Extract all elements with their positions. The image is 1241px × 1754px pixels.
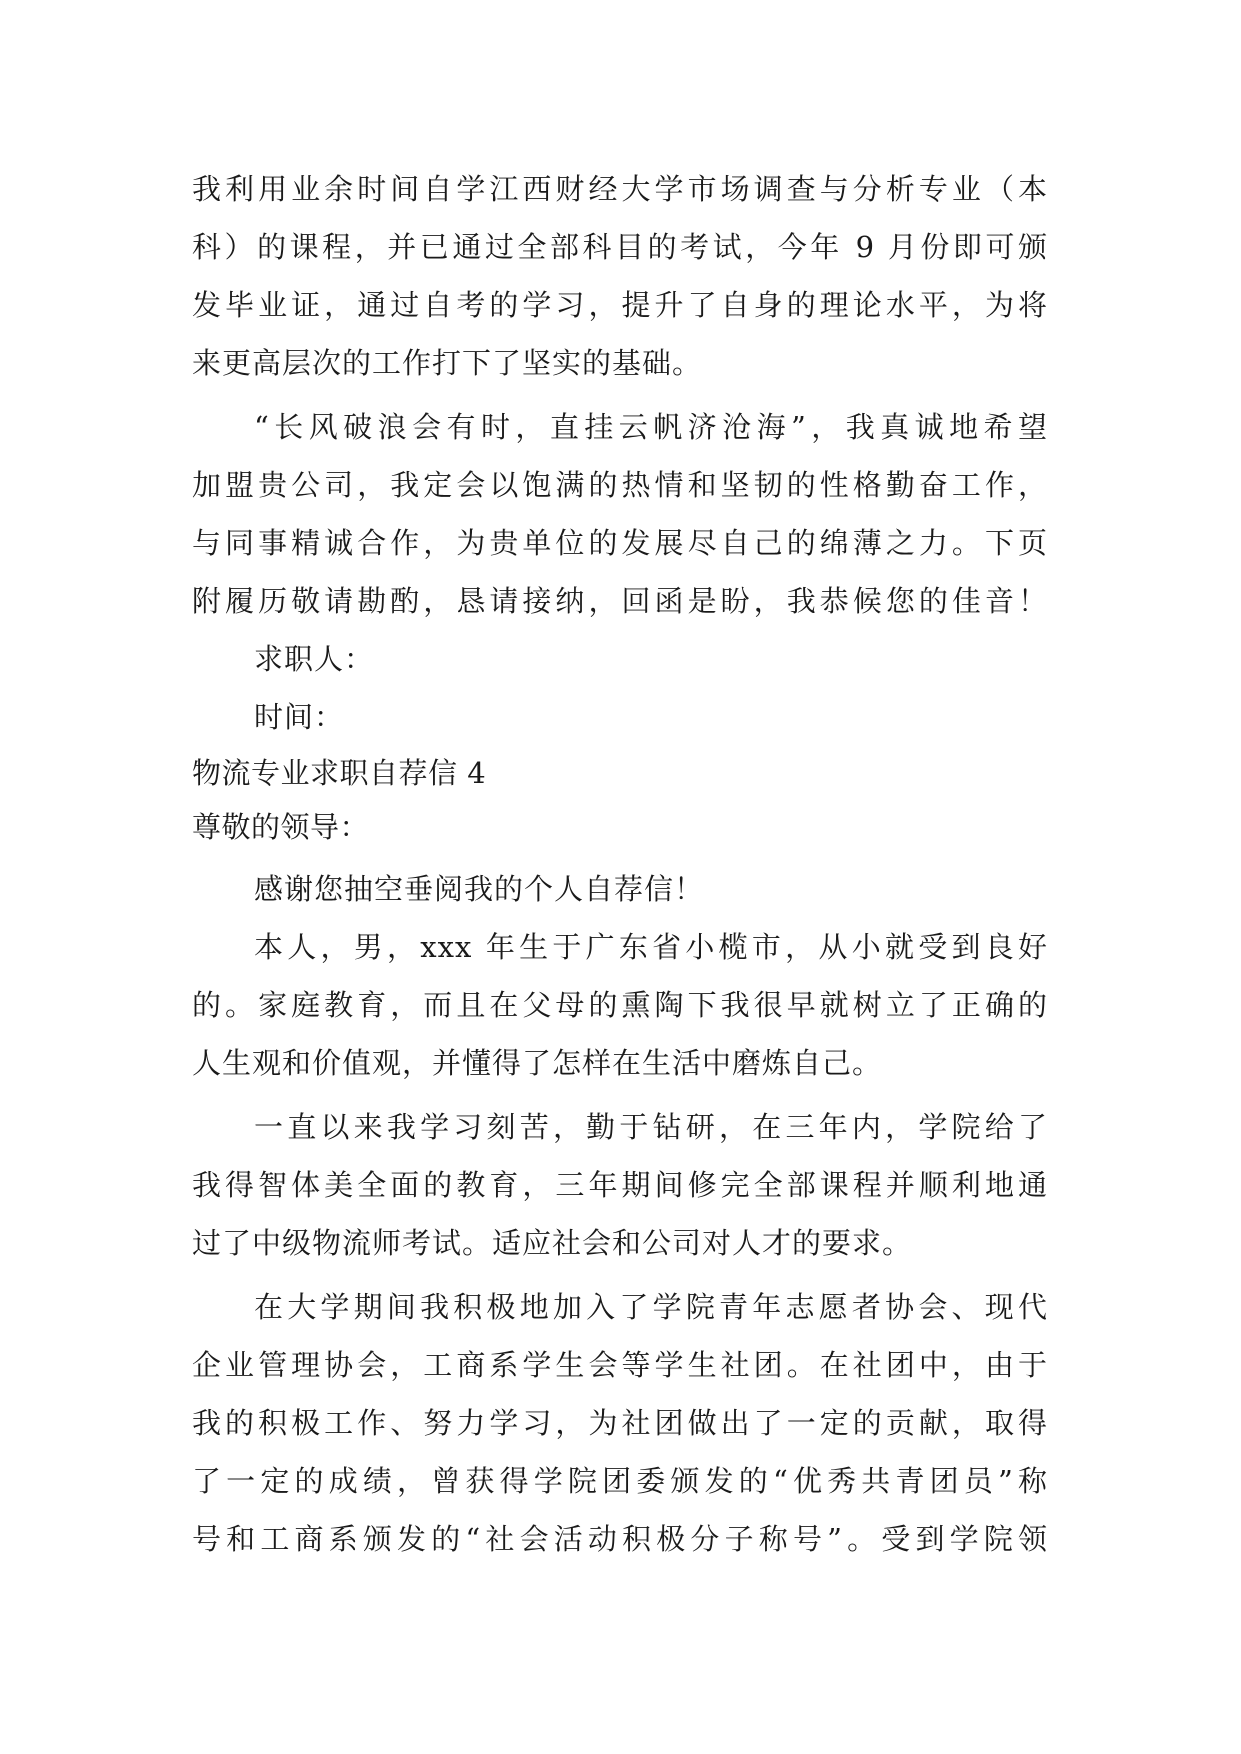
applicant-label: 求职人： xyxy=(254,642,375,676)
paragraph-line: 在大学期间我积极地加入了学院青年志愿者协会、现代 xyxy=(254,1290,1048,1324)
paragraph-line: 我利用业余时间自学江西财经大学市场调查与分析专业（本 xyxy=(192,172,1048,206)
paragraph-line: 与同事精诚合作，为贵单位的发展尽自己的绵薄之力。下页 xyxy=(192,526,1048,560)
paragraph-line: 过了中级物流师考试。适应社会和公司对人才的要求。 xyxy=(192,1226,913,1260)
paragraph-line: 发毕业证，通过自考的学习，提升了自身的理论水平，为将 xyxy=(192,288,1048,322)
paragraph-line: 的。家庭教育，而且在父母的熏陶下我很早就树立了正确的 xyxy=(192,988,1048,1022)
thanks-line: 感谢您抽空垂阅我的个人自荐信！ xyxy=(254,872,705,906)
section-title: 物流专业求职自荐信 4 xyxy=(192,756,487,790)
paragraph-line: 科）的课程，并已通过全部科目的考试，今年 9 月份即可颁 xyxy=(192,230,1048,264)
paragraph-line: 附履历敬请勘酌，恳请接纳，回函是盼，我恭候您的佳音！ xyxy=(192,584,1048,618)
document-body xyxy=(192,160,1048,1568)
paragraph-line: “长风破浪会有时，直挂云帆济沧海”，我真诚地希望 xyxy=(254,410,1048,444)
paragraph-line: 我的积极工作、努力学习，为社团做出了一定的贡献，取得 xyxy=(192,1406,1048,1440)
date-label: 时间： xyxy=(254,700,345,734)
paragraph-line: 人生观和价值观，并懂得了怎样在生活中磨炼自己。 xyxy=(192,1046,883,1080)
paragraph-line: 我得智体美全面的教育，三年期间修完全部课程并顺利地通 xyxy=(192,1168,1048,1202)
paragraph-line: 企业管理协会，工商系学生会等学生社团。在社团中，由于 xyxy=(192,1348,1048,1382)
paragraph-line: 加盟贵公司，我定会以饱满的热情和坚韧的性格勤奋工作， xyxy=(192,468,1048,502)
paragraph-line: 了一定的成绩，曾获得学院团委颁发的“优秀共青团员”称 xyxy=(192,1464,1048,1498)
salutation: 尊敬的领导： xyxy=(192,810,370,844)
paragraph-line: 来更高层次的工作打下了坚实的基础。 xyxy=(192,346,703,380)
paragraph-line: 一直以来我学习刻苦，勤于钻研，在三年内，学院给了 xyxy=(254,1110,1048,1144)
paragraph-line: 本人，男，xxx 年生于广东省小榄市，从小就受到良好 xyxy=(254,930,1048,964)
paragraph-line: 号和工商系颁发的“社会活动积极分子称号”。受到学院领 xyxy=(192,1522,1048,1556)
